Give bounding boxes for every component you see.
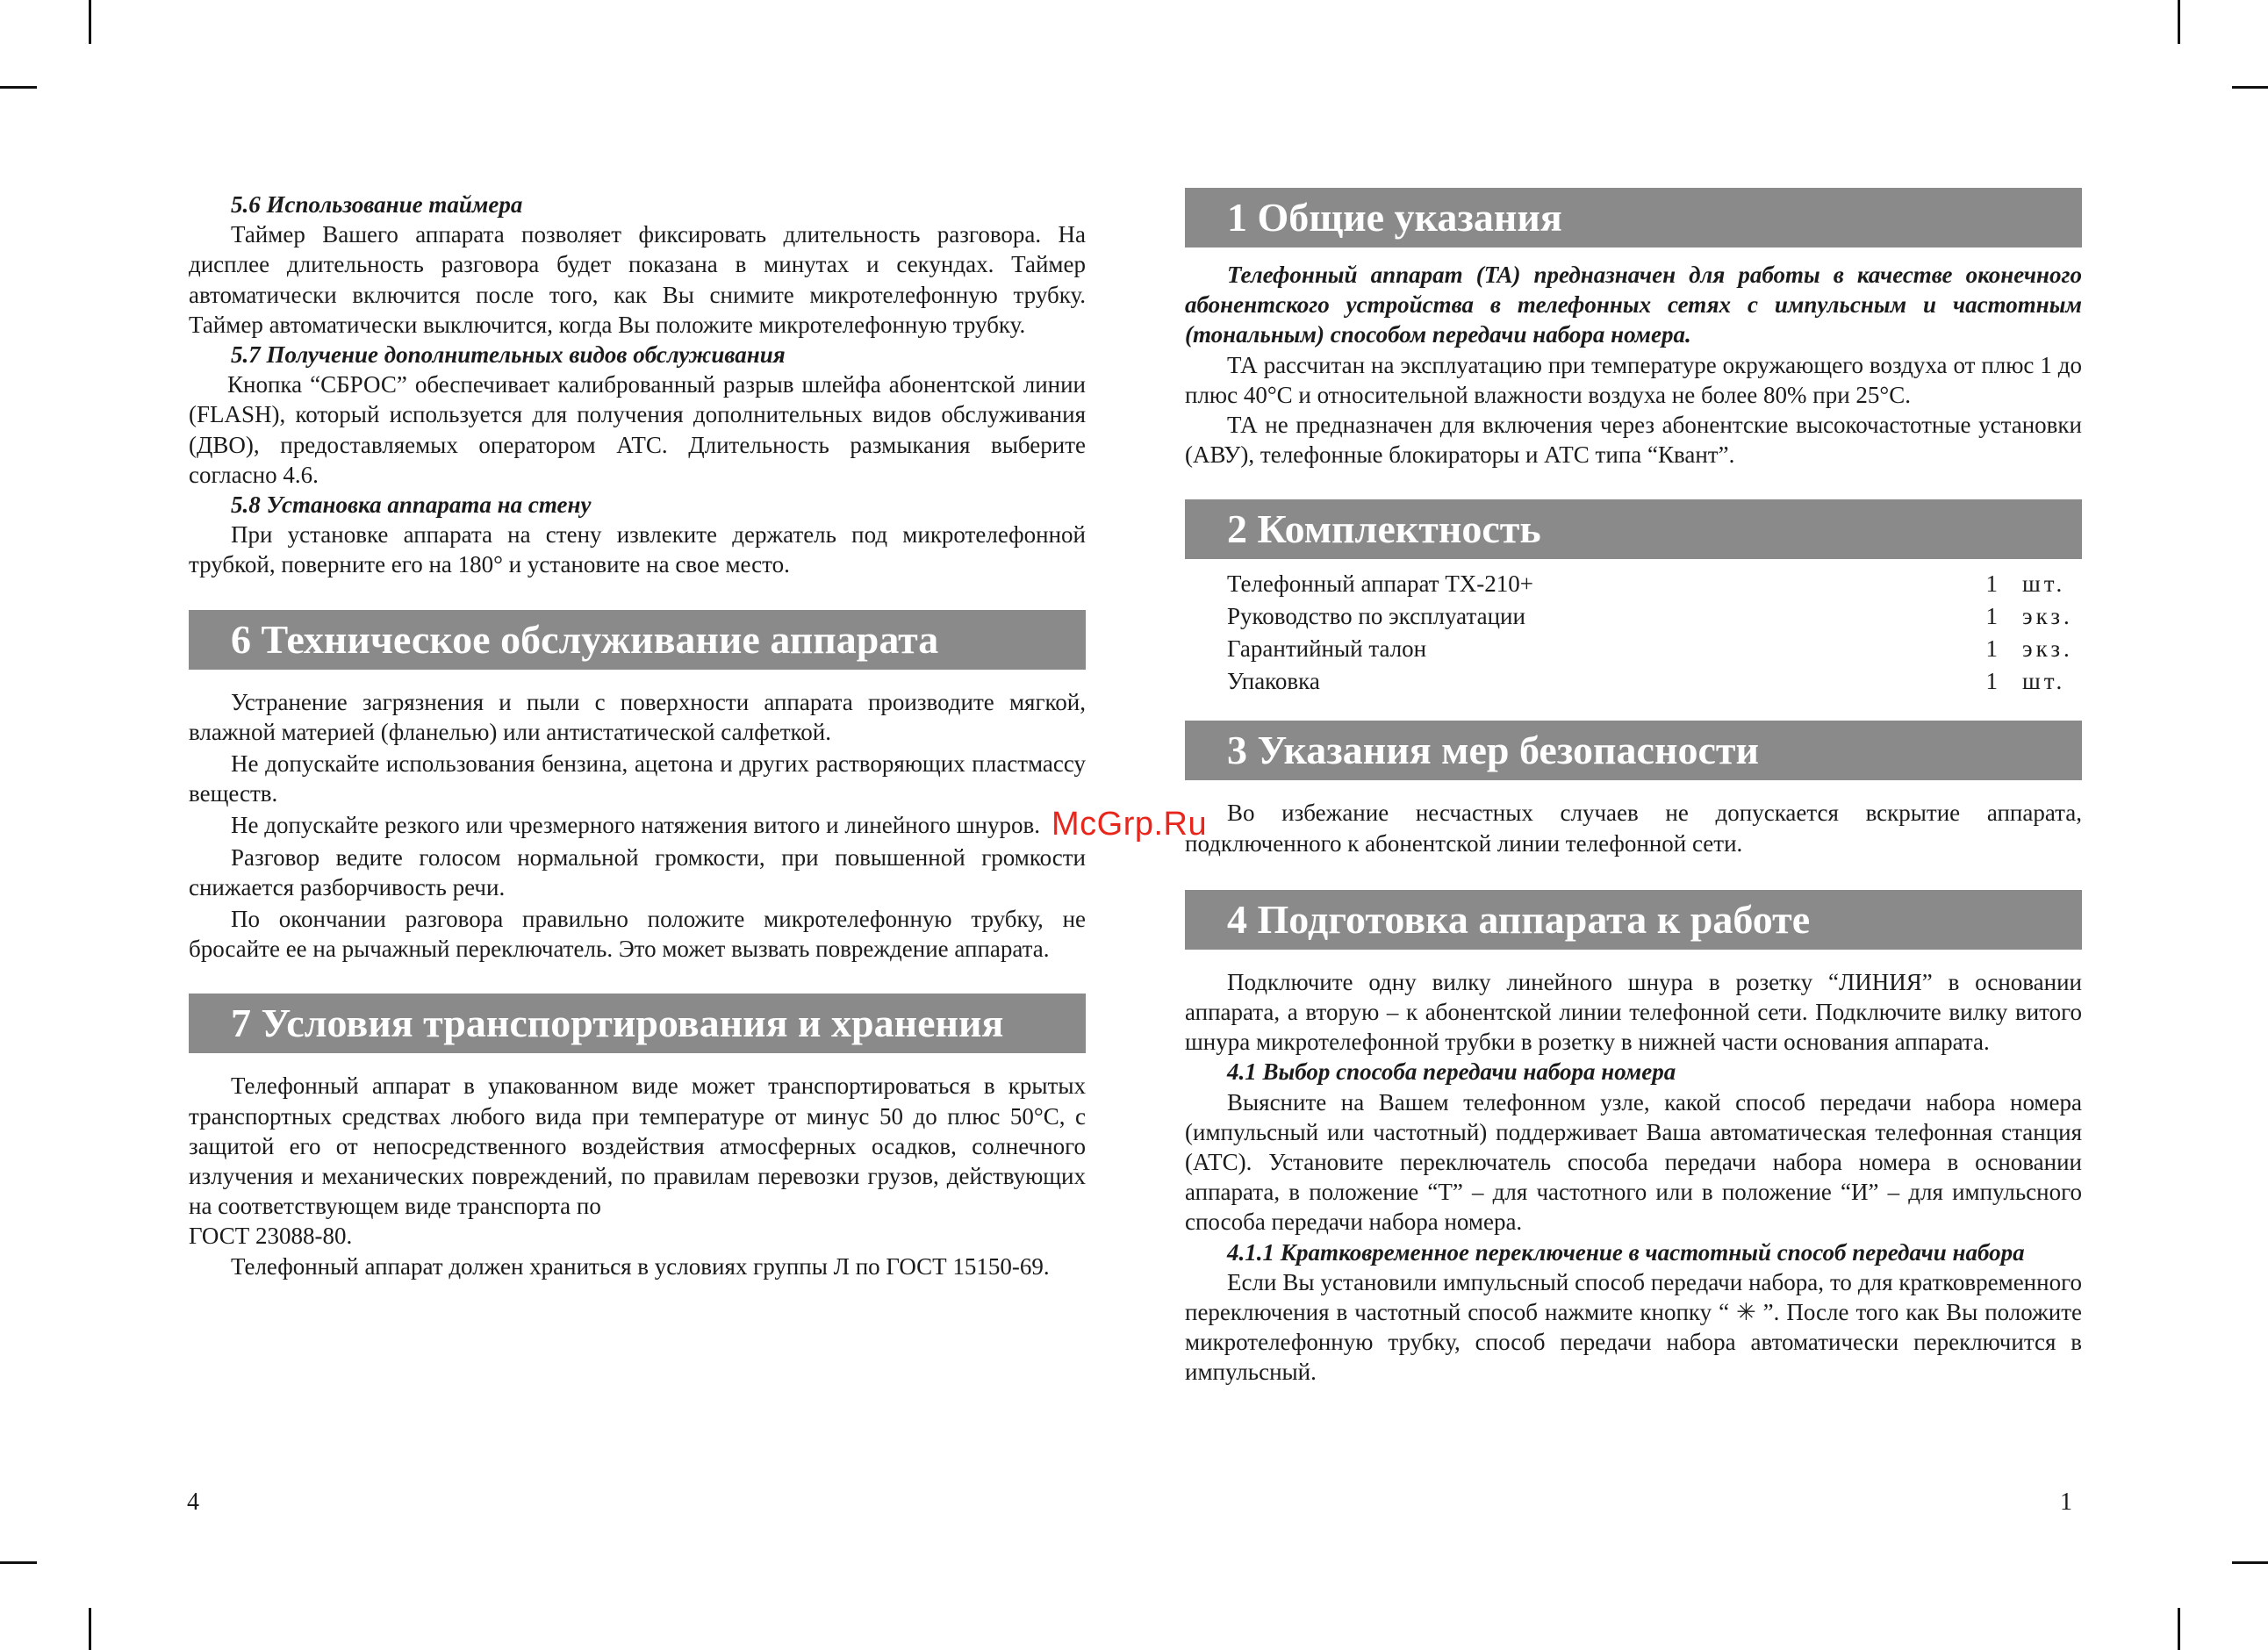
crop-mark-bottom-left-h — [0, 1561, 37, 1564]
section-1-lead: Телефонный аппарат (ТА) предназначен для работы в качестве оконечного абонентского устройства в телефонных сетях с импульсным и частотным (тональным) способом передачи набора номера. — [1185, 262, 2082, 348]
section-5-8-text: При установке аппарата на стену извлеките держатель под микротелефонной трубкой, поверните его на 180° и установите на свое место. — [189, 521, 1086, 578]
section-3-para-1: Во избежание несчастных случаев не допускается вскрытие аппарата, подключенного к абонентской линии телефонной сети. — [1185, 800, 2082, 857]
kit-table — [1227, 568, 2082, 698]
watermark: McGrp.Ru — [1051, 806, 1208, 843]
kit-item-unit: шт. — [2022, 570, 2066, 598]
section-1-title: 1 Общие указания — [1185, 188, 2082, 248]
section-7-para-1: Телефонный аппарат в упакованном виде может транспортироваться в крытых транспортных средствах любого вида при температуре от минус 50 до плюс 50°С, с защитой его от непосредственного воздействия атмосферных осадков, солнечного излучения и механических повреждений, по правилам перевозки грузов, действующих на соответствующем виде транспорта по — [189, 1072, 1086, 1220]
kit-item-unit: шт. — [2022, 668, 2066, 695]
kit-item-qty: 1 — [1985, 635, 1998, 663]
kit-row — [1227, 665, 2082, 698]
crop-mark-top-left-h — [0, 86, 37, 89]
section-6-para-3: Не допускайте резкого или чрезмерного натяжения витого и линейного шнуров. — [231, 812, 1041, 839]
section-2-title: 2 Комплектность — [1185, 499, 2082, 559]
kit-item-unit: экз. — [2022, 635, 2073, 663]
section-4-1-text: Выясните на Вашем телефонном узле, какой способ передачи набора номера (импульсный или частотный) поддерживает Ваша автоматическая телефонная станция (АТС). Установите переключатель способа передачи набора номера в основании аппарата, в положение “Т” – для частотного или в положение “И” – для импульсного способа передачи набора номера. — [1185, 1088, 2082, 1236]
kit-item-unit: экз. — [2022, 603, 2073, 630]
section-1-para-1: ТА рассчитан на эксплуатацию при температуре окружающего воздуха от плюс 1 до плюс 40°С и относительной влажности воздуха не более 80% при 25°С. — [1185, 351, 2082, 408]
kit-item-name: Гарантийный талон — [1227, 635, 1427, 663]
right-page-column — [1185, 188, 2082, 1388]
section-5-7-text: Кнопка “СБРОС” обеспечивает калиброванный разрыв шлейфа абонентской линии (FLASH), который используется для получения дополнительных видов обслуживания (ДВО), предоставляемых оператором АТС. Длительность размыкания выберите согласно 4.6. — [189, 371, 1086, 488]
kit-item-qty: 1 — [1985, 570, 1998, 598]
section-7-para-2: Телефонный аппарат должен храниться в условиях группы Л по ГОСТ 15150-69. — [231, 1252, 1050, 1280]
section-6-title: 6 Техническое обслуживание аппарата — [189, 610, 1086, 670]
crop-mark-bottom-left-v — [89, 1608, 91, 1650]
section-6-para-2: Не допускайте использования бензина, ацетона и других растворяющих пластмассу веществ. — [189, 750, 1086, 807]
crop-mark-top-right-v — [2178, 0, 2180, 44]
kit-item-qty: 1 — [1985, 668, 1998, 695]
kit-item-qty: 1 — [1985, 603, 1998, 630]
crop-mark-bottom-right-h — [2232, 1561, 2268, 1564]
right-page-number: 1 — [2060, 1489, 2072, 1516]
section-3-title: 3 Указания мер безопасности — [1185, 721, 2082, 780]
section-5-8-heading: 5.8 Установка аппарата на стену — [231, 491, 592, 519]
left-page-column — [189, 190, 1086, 1281]
crop-mark-bottom-right-v — [2178, 1608, 2180, 1650]
kit-row — [1227, 633, 2082, 665]
left-page-number: 4 — [187, 1489, 199, 1516]
section-6-para-4: Разговор ведите голосом нормальной громкости, при повышенной громкости снижается разборчивость речи. — [189, 843, 1086, 900]
section-1-para-2: ТА не предназначен для включения через абонентские высокочастотные установки (АВУ), телефонные блокираторы и АТС типа “Квант”. — [1185, 412, 2082, 469]
section-7-gost: ГОСТ 23088-80. — [189, 1223, 353, 1250]
kit-item-name: Упаковка — [1227, 668, 1320, 695]
section-4-title: 4 Подготовка аппарата к работе — [1185, 890, 2082, 950]
kit-row — [1227, 568, 2082, 600]
kit-row — [1227, 600, 2082, 633]
section-5-7-heading: 5.7 Получение дополнительных видов обслуживания — [231, 341, 786, 369]
section-6-para-1: Устранение загрязнения и пыли с поверхности аппарата производите мягкой, влажной материей (фланелью) или антистатической салфеткой. — [189, 688, 1086, 745]
section-4-para-1: Подключите одну вилку линейного шнура в розетку “ЛИНИЯ” в основании аппарата, а вторую – к абонентской линии телефонной сети. Подключите вилку витого шнура микротелефонной трубки в розетку в нижней части основания аппарата. — [1185, 968, 2082, 1056]
crop-mark-top-left-v — [89, 0, 91, 44]
section-5-6-text: Таймер Вашего аппарата позволяет фиксировать длительность разговора. На дисплее длительность разговора будет показана в минутах и секундах. Таймер автоматически включится после того, как Вы снимите микротелефонную трубку. Таймер автоматически выключится, когда Вы положите микротелефонную трубку. — [189, 221, 1086, 338]
section-4-1-1-heading: 4.1.1 Кратковременное переключение в частотный способ передачи набора — [1227, 1238, 2025, 1266]
kit-item-name: Руководство по эксплуатации — [1227, 603, 1525, 630]
section-5-6-heading: 5.6 Использование таймера — [231, 191, 523, 218]
section-4-1-1-text: Если Вы установили импульсный способ передачи набора, то для кратковременного переключения в частотный способ нажмите кнопку “ ✳ ”. После того как Вы положите микротелефонную трубку, способ передачи набора автоматически переключится в импульсный. — [1185, 1268, 2082, 1386]
crop-mark-top-right-h — [2232, 86, 2268, 89]
kit-item-name: Телефонный аппарат ТХ-210+ — [1227, 570, 1534, 598]
section-4-1-heading: 4.1 Выбор способа передачи набора номера — [1227, 1058, 1676, 1086]
section-7-title: 7 Условия транспортирования и хранения — [189, 994, 1086, 1053]
section-6-para-5: По окончании разговора правильно положите микротелефонную трубку, не бросайте ее на рычажный переключатель. Это может вызвать повреждение аппарата. — [189, 906, 1086, 963]
